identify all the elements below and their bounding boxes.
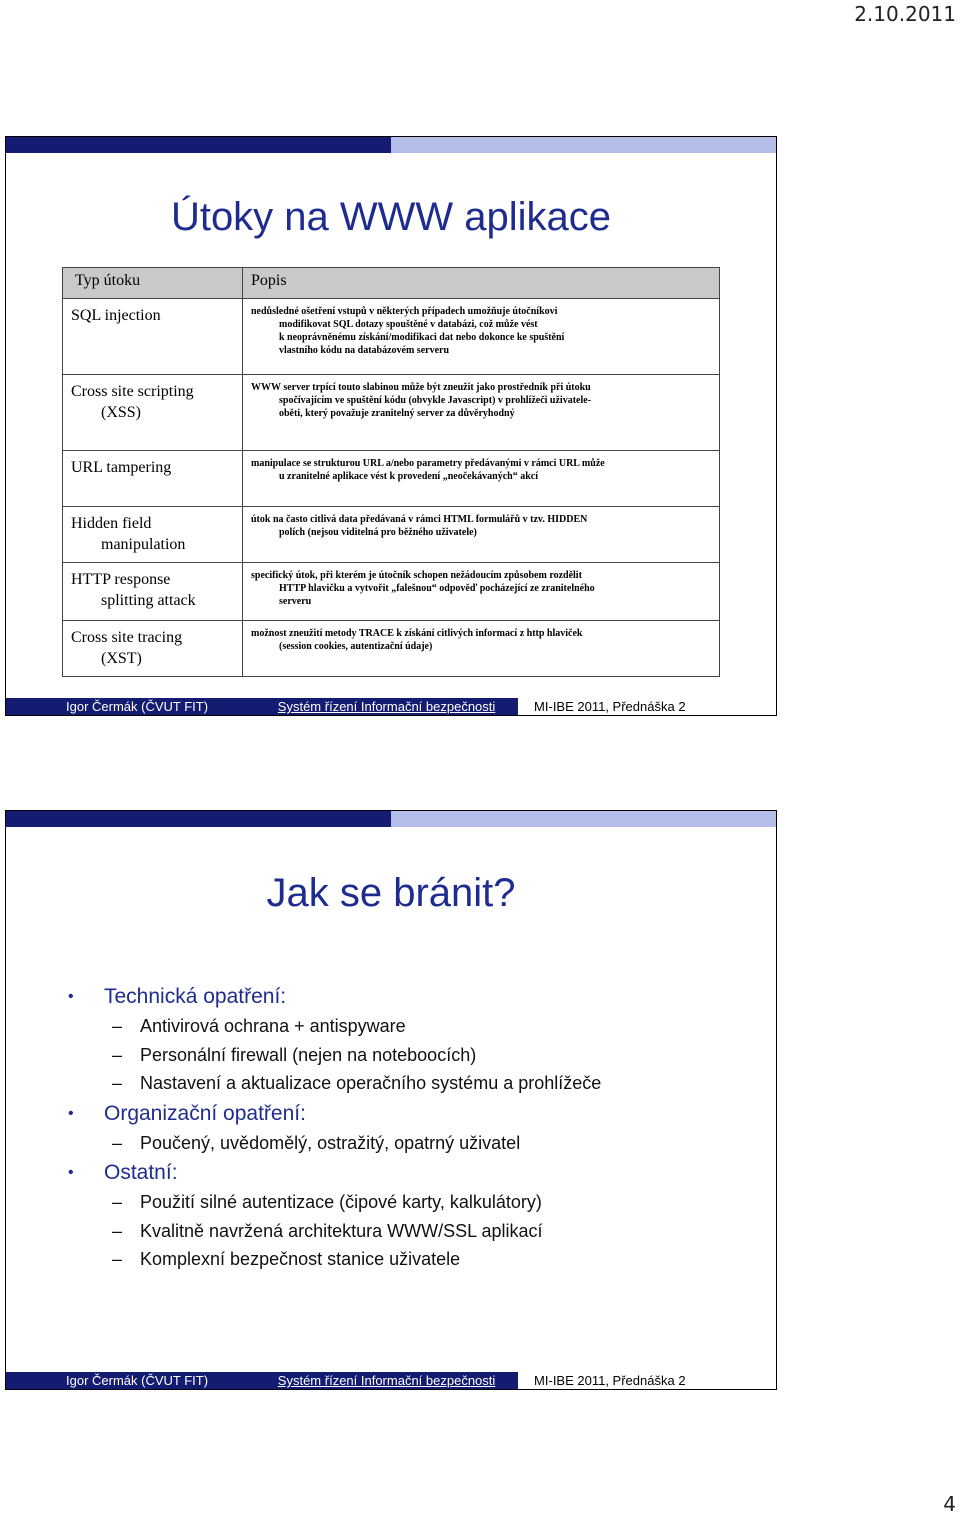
footer-lecture: MI-IBE 2011, Přednáška 2 <box>518 698 776 715</box>
bullet-dot-icon: • <box>68 1164 74 1181</box>
attack-type-line: (XST) <box>101 650 142 667</box>
table-row <box>63 299 720 375</box>
attack-description <box>243 621 720 677</box>
footer-author: Igor Čermák (ČVUT FIT) <box>6 1372 268 1389</box>
attack-description-text: specifický útok, při kterém je útočník schopen nežádoucím způsobem rozdělit HTTP hlavičku a vytvořit „falešnou“ odpověď pocházející ze zranitelného serveru <box>251 570 595 607</box>
footer-lecture: MI-IBE 2011, Přednáška 2 <box>518 1372 776 1389</box>
table-header-row <box>63 268 720 299</box>
attack-type <box>63 375 243 451</box>
dash-icon: – <box>112 1044 123 1065</box>
footer-course: Systém řízení Informační bezpečnosti <box>268 1372 518 1389</box>
attack-type <box>63 451 243 507</box>
table-header-type: Typ útoku <box>63 268 243 299</box>
bullet-dot-icon: • <box>68 1104 74 1122</box>
attack-description-text: útok na často citlivá data předávaná v rámci HTML formulářů v tzv. HIDDEN polích (nejsou viditelná pro běžného uživatele) <box>251 514 588 538</box>
attack-description <box>243 375 720 451</box>
attack-type-line: Cross site tracing <box>71 629 183 646</box>
attack-description-text: WWW server trpící touto slabinou může být zneužit jako prostředník při útoku spočívajícím ve spuštění kódu (obvykle Javascript) v prohlížeči uživatele- oběti, který považuje zranitelný server za důvěryhodný <box>251 382 592 419</box>
bullet-heading: • Organizační opatření: <box>68 1098 768 1129</box>
attack-description <box>243 299 720 375</box>
slide-footer <box>6 698 776 715</box>
table-row <box>63 507 720 563</box>
attack-type-line: manipulation <box>101 536 186 553</box>
slide-top-bar <box>6 137 776 153</box>
table-row <box>63 563 720 621</box>
attack-type-line: Hidden field <box>71 515 152 532</box>
attack-description <box>243 507 720 563</box>
attack-type-line: Cross site scripting <box>71 383 194 400</box>
dash-icon: – <box>112 1192 123 1212</box>
dash-icon: – <box>112 1016 123 1036</box>
attack-table <box>62 267 720 677</box>
attack-type-line: SQL injection <box>71 307 161 324</box>
bullet-item: – Použití silné autentizace (čipové karty, kalkulátory) <box>68 1188 768 1217</box>
bullet-list <box>68 981 768 1274</box>
bullet-item: – Kvalitně navržená architektura WWW/SSL aplikací <box>68 1217 768 1246</box>
table-header-desc: Popis <box>243 268 720 299</box>
slide-2 <box>5 810 777 1390</box>
attack-type-line: (XSS) <box>101 404 142 421</box>
bullet-dot-icon: • <box>68 988 74 1005</box>
bullet-heading: • Ostatní: <box>68 1157 768 1188</box>
bullet-item: – Antivirová ochrana + antispyware <box>68 1012 768 1041</box>
attack-type <box>63 563 243 621</box>
bullet-item: – Komplexní bezpečnost stanice uživatele <box>68 1245 768 1274</box>
attack-description-text: možnost zneužití metody TRACE k získání citlivých informací z http hlaviček (session cookies, autentizační údaje) <box>251 628 583 652</box>
attack-type-line: HTTP response <box>71 571 171 588</box>
attack-type-line: splitting attack <box>101 592 196 609</box>
attack-description <box>243 451 720 507</box>
attack-type <box>63 621 243 677</box>
bullet-item: – Poučený, uvědomělý, ostražitý, opatrný uživatel <box>68 1129 768 1158</box>
page-number: 4 <box>943 1492 956 1516</box>
footer-author: Igor Čermák (ČVUT FIT) <box>6 698 268 715</box>
dash-icon: – <box>112 1132 123 1153</box>
slide-top-bar <box>6 811 776 827</box>
slide-title: Útoky na WWW aplikace <box>170 195 612 239</box>
bullet-heading: • Technická opatření: <box>68 981 768 1012</box>
dash-icon: – <box>112 1073 123 1093</box>
table-row <box>63 375 720 451</box>
attack-description <box>243 563 720 621</box>
slide-footer <box>6 1372 776 1389</box>
footer-course: Systém řízení Informační bezpečnosti <box>268 698 518 715</box>
attack-type <box>63 299 243 375</box>
dash-icon: – <box>112 1249 123 1269</box>
slide-title: Jak se bránit? <box>266 871 516 915</box>
attack-type-line: URL tampering <box>71 459 172 476</box>
table-row <box>63 621 720 677</box>
page-date: 2.10.2011 <box>854 2 956 26</box>
attack-description-text: manipulace se strukturou URL a/nebo parametry předávanými v rámci URL může u zranitelné aplikace vést k provedení „neočekávaných“ akcí <box>251 458 605 482</box>
dash-icon: – <box>112 1220 123 1241</box>
bullet-item: – Personální firewall (nejen na noteboocích) <box>68 1041 768 1070</box>
attack-description-text: nedůsledné ošetření vstupů v některých případech umožňuje útočníkovi modifikovat SQL dotazy spouštěné v databázi, což může vést k neoprávněnému získání/modifikaci dat nebo dokonce ke spuštění vlastního kódu na databázovém serveru <box>251 306 565 356</box>
attack-type <box>63 507 243 563</box>
bullet-item: – Nastavení a aktualizace operačního systému a prohlížeče <box>68 1069 768 1098</box>
table-row <box>63 451 720 507</box>
slide-1 <box>5 136 777 716</box>
